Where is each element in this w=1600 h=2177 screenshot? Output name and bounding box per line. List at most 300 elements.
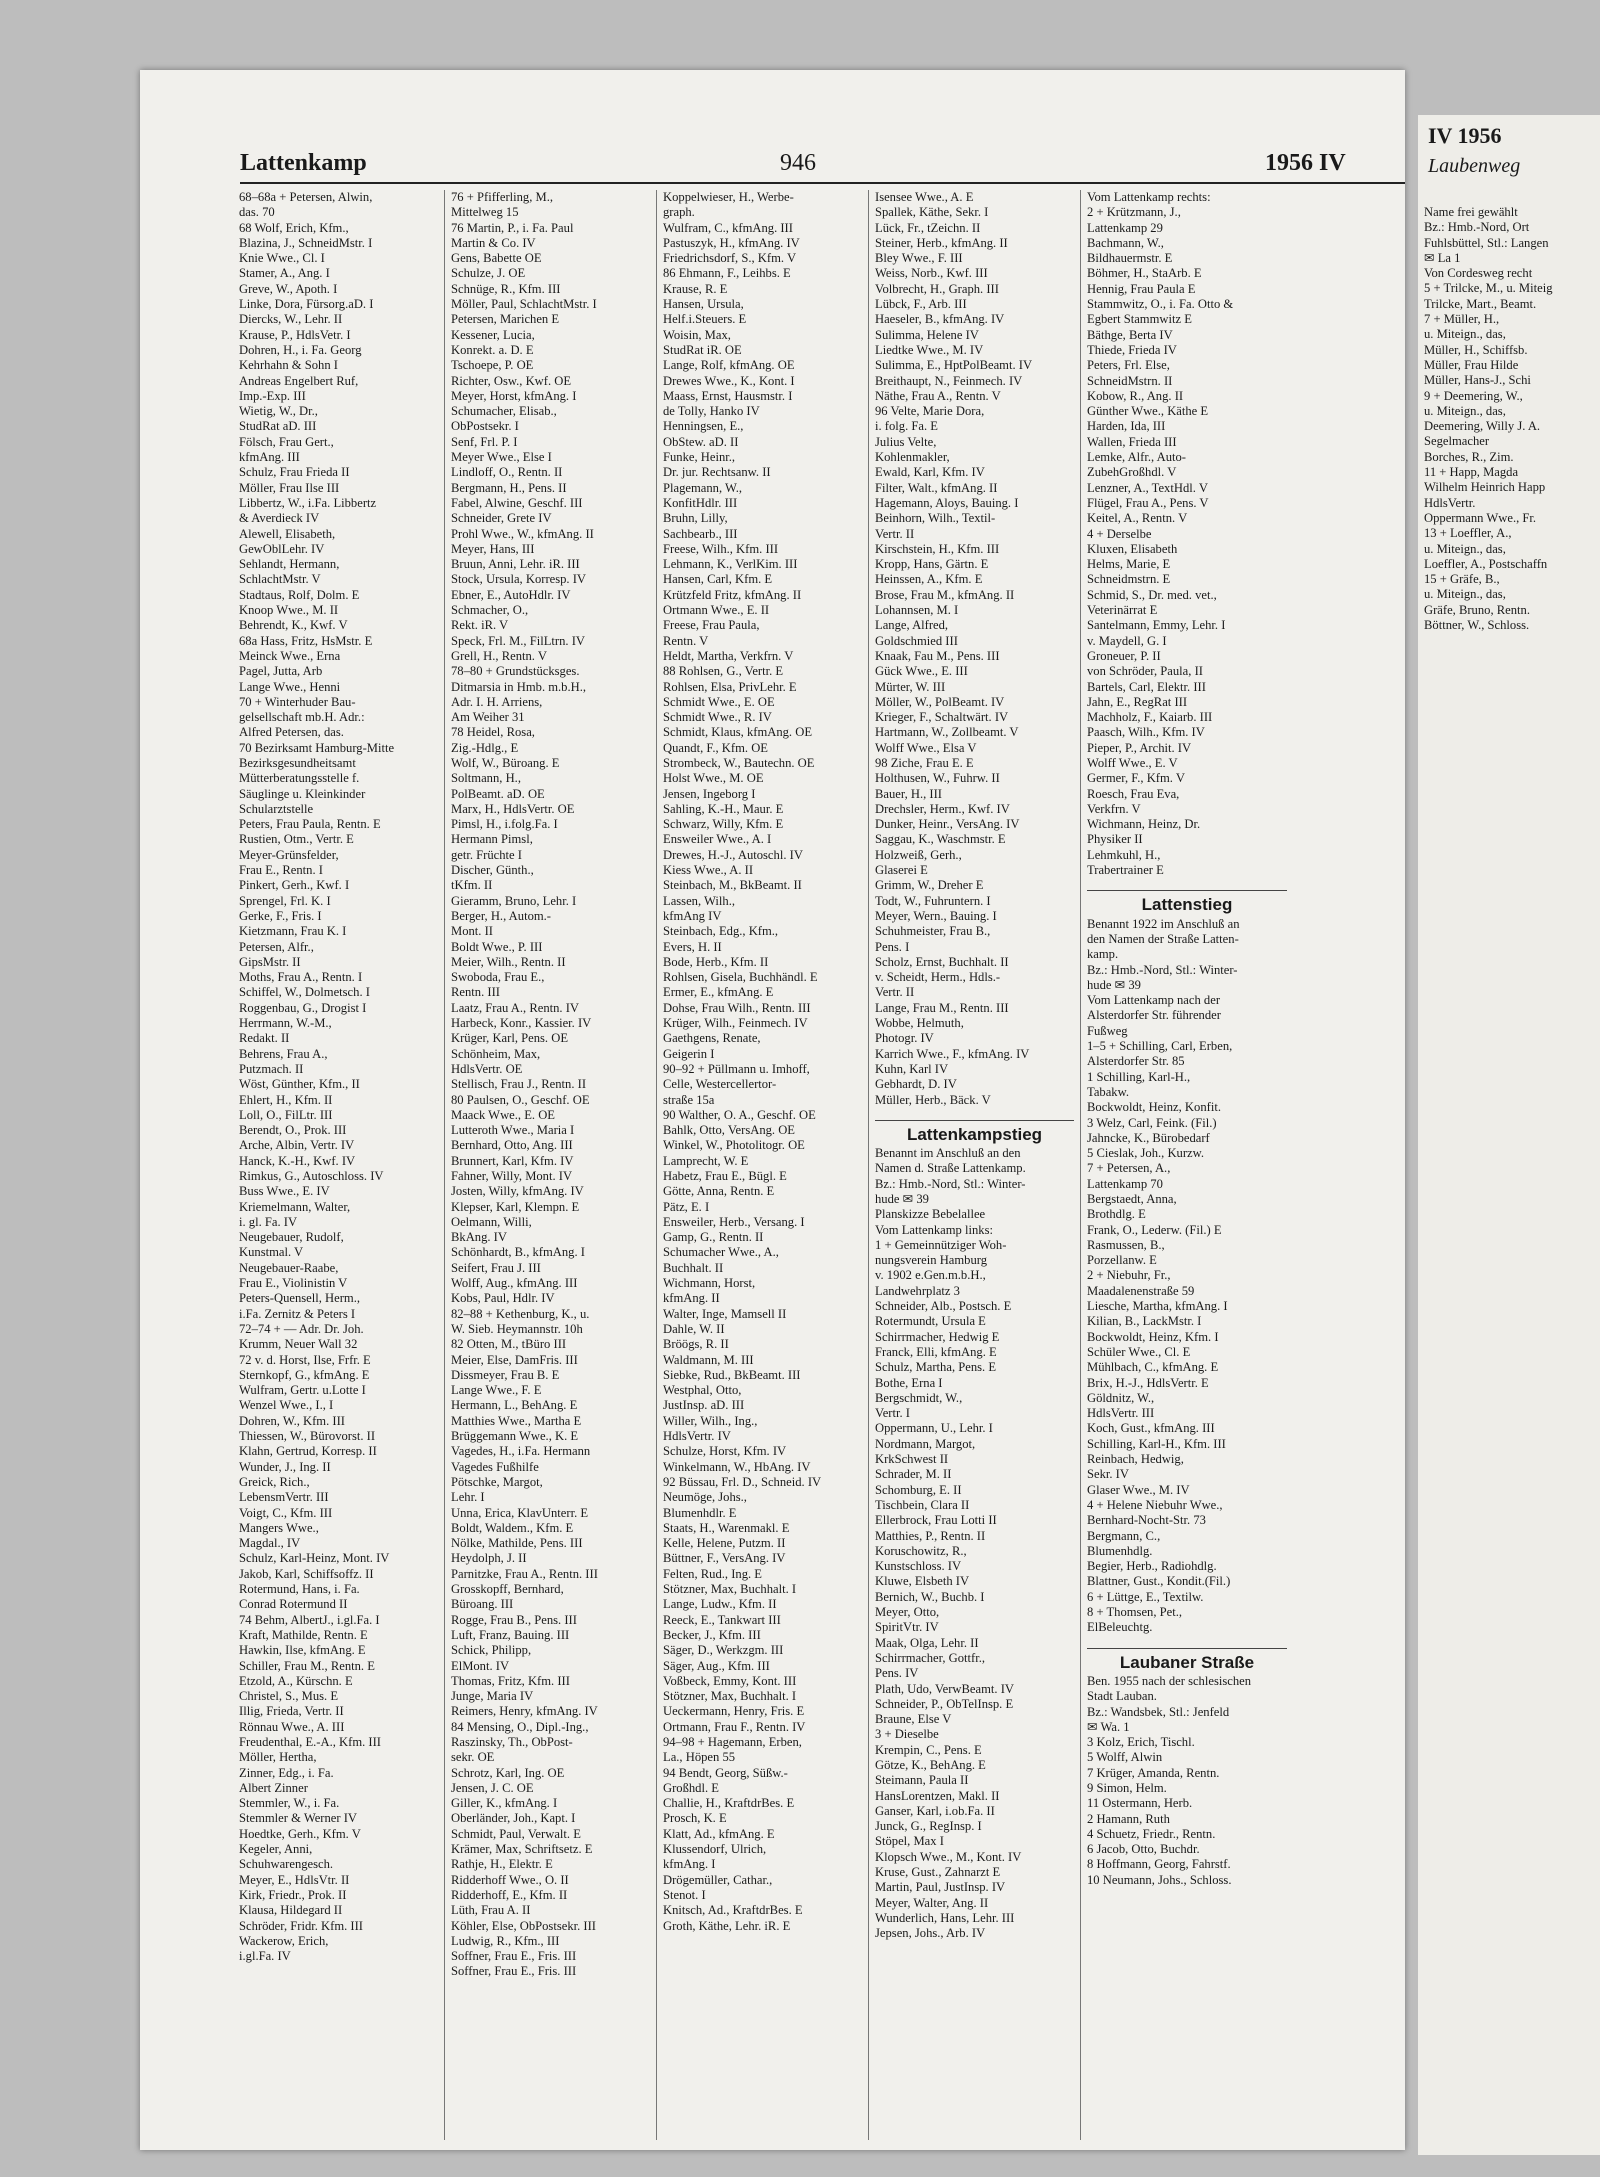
directory-entry: Hanck, K.-H., Kwf. IV [239,1153,356,1168]
directory-entry: GewOblLehr. IV [239,541,325,556]
directory-entry: Kropp, Hans, Gärtn. E [875,557,989,572]
directory-entry: Parnitzke, Frau A., Rentn. III [451,1566,598,1581]
directory-entry: Lange Wwe., F. E [451,1383,542,1398]
directory-entry: graph. [663,205,695,220]
directory-entry: Matthies, P., Rentn. II [875,1528,986,1543]
directory-entry: Lange, Rolf, kfmAng. OE [663,358,795,373]
directory-entry: Krämer, Max, Schriftsetz. E [451,1842,593,1857]
directory-entry: Frau E., Rentn. I [239,863,323,878]
directory-entry: PolBeamt. aD. OE [451,786,545,801]
directory-entry: 11 + Happ, Magda [1424,465,1519,480]
directory-entry: Julius Velte, [875,434,937,449]
directory-entry: ✉ La 1 [1424,250,1461,265]
directory-entry: Kunstschloss. IV [875,1559,962,1574]
directory-entry: Putzmach. II [239,1061,304,1076]
directory-entry: Begier, Herb., Radiohdlg. [1087,1559,1217,1574]
directory-entry: Pinkert, Gerh., Kwf. I [239,878,350,893]
directory-entry: 9 + Deemering, W., [1424,388,1523,403]
directory-entry: Meyer, Horst, kfmAng. I [451,388,577,403]
directory-entry: Kirk, Friedr., Prok. II [239,1887,347,1902]
directory-entry: Keitel, A., Rentn. V [1087,511,1188,526]
directory-entry: Josten, Willy, kfmAng. IV [451,1184,584,1199]
directory-entry: Kunstmal. V [239,1245,304,1260]
directory-entry: Schulz, Frau Frieda II [239,465,350,480]
directory-entry: Namen d. Straße Lattenkamp. [875,1161,1026,1176]
directory-entry: Wilhelm Heinrich Happ [1424,480,1546,495]
section-title-laubaner-strasse: Laubaner Straße [1087,1648,1287,1670]
directory-entry: Kluwe, Elsbeth IV [875,1574,970,1589]
directory-entry: Sahling, K.-H., Maur. E [663,801,784,816]
directory-entry: 6 + Lüttge, E., Textilw. [1087,1589,1204,1604]
directory-entry: Martin, Paul, JustInsp. IV [875,1880,1006,1895]
directory-entry: Kietzmann, Frau K. I [239,924,347,939]
directory-entry: Steinbach, M., BkBeamt. II [663,878,802,893]
directory-entry: Meyer, Wern., Bauing. I [875,908,997,923]
directory-entry: Fußweg [1087,1023,1128,1038]
directory-entry: Trilcke, Mart., Beamt. [1424,296,1537,311]
directory-entry: ObStew. aD. II [663,434,739,449]
directory-entry: Meier, Wilh., Rentn. II [451,954,566,969]
directory-entry: Westphal, Otto, [663,1383,742,1398]
directory-entry: straße 15a [663,1092,715,1107]
directory-entry: Holst Wwe., M. OE [663,771,764,786]
directory-entry: 98 Ziche, Frau E. E [875,755,974,770]
directory-entry: Herrmann, W.-M., [239,1016,332,1031]
directory-entry: Stöpel, Max I [875,1834,944,1849]
directory-entry: Volbrecht, H., Graph. III [875,281,999,296]
directory-entry: Frau E., Violinistin V [239,1276,348,1291]
directory-entry: Machholz, F., Kaiarb. III [1087,710,1213,725]
directory-entry: Discher, Günth., [451,863,534,878]
directory-entry: Ridderhoff, E., Kfm. II [451,1887,568,1902]
directory-entry: Rohlsen, Elsa, PrivLehr. E [663,679,797,694]
directory-entry: Wobbe, Helmuth, [875,1016,964,1031]
directory-entry: Lehr. I [451,1490,485,1505]
directory-entry: Ortmann, Frau F., Rentn. IV [663,1719,806,1734]
directory-entry: Peters-Quensell, Herm., [239,1291,361,1306]
directory-entry: Gens, Babette OE [451,251,542,266]
directory-entry: Wallen, Frieda III [1087,434,1177,449]
directory-entry: Freese, Frau Paula, [663,618,760,633]
directory-entry: Behrendt, K., Kwf. V [239,618,348,633]
directory-entry: das. 70 [239,205,275,220]
directory-entry: Schumacher, Elisab., [451,404,557,419]
directory-entry: Krüger, Karl, Pens. OE [451,1031,569,1046]
directory-entry: Redakt. II [239,1031,290,1046]
directory-entry: StudRat aD. III [239,419,317,434]
directory-entry: Gräfe, Bruno, Rentn. [1424,602,1530,617]
directory-entry: Bz.: Hmb.-Nord, Stl.: Winter- [875,1176,1026,1191]
directory-entry: Todt, W., Fuhruntern. I [875,893,991,908]
directory-entry: La., Höpen 55 [663,1750,736,1765]
directory-entry: Gaethgens, Renate, [663,1031,761,1046]
directory-entry: Kiess Wwe., A. II [663,863,754,878]
directory-entry: Lüth, Frau A. II [451,1903,531,1918]
directory-entry: Schick, Philipp, [451,1643,532,1658]
directory-entry: Knitsch, Ad., KraftdrBes. E [663,1903,803,1918]
directory-entry: Lenzner, A., TextHdl. V [1087,480,1208,495]
directory-entry: Petersen, Alfr., [239,939,314,954]
directory-entry: Pens. IV [875,1666,919,1681]
directory-entry: Müller, Frau Hilde [1424,357,1519,372]
directory-entry: Sulimma, E., HptPolBeamt. IV [875,358,1033,373]
directory-entry: 3 + Dieselbe [875,1727,939,1742]
column-1 [233,190,445,2140]
directory-entry: Peters, Frl. Else, [1087,358,1170,373]
directory-entry: 94 Bendt, Georg, Süßw.- [663,1765,788,1780]
directory-entry: Meyer, E., HdlsVtr. II [239,1872,350,1887]
directory-entry: Schularztstelle [239,801,314,816]
directory-entry: Bernich, W., Buchb. I [875,1589,985,1604]
directory-entry: Vom Lattenkamp nach der [1087,993,1221,1008]
directory-entry: Pastuszyk, H., kfmAng. IV [663,235,800,250]
directory-entry: Jensen, Ingeborg I [663,786,756,801]
directory-entry: 92 Büssau, Frl. D., Schneid. IV [663,1474,822,1489]
directory-entry: Müller, Herb., Bäck. V [875,1092,991,1107]
directory-entry: ✉ Wa. 1 [1087,1719,1130,1734]
directory-entry: 78–80 + Grundstücksges. [451,664,580,679]
directory-entry: Hermann Pimsl, [451,832,533,847]
directory-entry: Ewald, Karl, Kfm. IV [875,465,985,480]
directory-entry: 68–68a + Petersen, Alwin, [239,190,373,204]
year-volume: 1956 IV [1265,150,1346,176]
directory-entry: Glaserei E [875,863,928,878]
directory-entry: Sachbearb., III [663,526,738,541]
directory-entry: Bruhn, Lilly, [663,511,728,526]
facing-section-title: Laubenweg [1428,155,1521,177]
directory-entry: Möller, Paul, SchlachtMstr. I [451,297,597,312]
directory-entry: Dohse, Frau Wilh., Rentn. III [663,1000,811,1015]
directory-entry: SchlachtMstr. V [239,572,321,587]
directory-entry: Gebhardt, D. IV [875,1077,957,1092]
directory-entry: Giller, K., kfmAng. I [451,1796,558,1811]
directory-entry: Isensee Wwe., A. E [875,190,974,204]
directory-entry: Göldnitz, W., [1087,1390,1155,1405]
directory-entry: Rönnau Wwe., A. III [239,1719,345,1734]
directory-entry: Ortmann Wwe., E. II [663,603,770,618]
directory-entry: 1–5 + Schilling, Carl, Erben, [1087,1039,1233,1054]
directory-entry: Schneidmstrn. E [1087,572,1171,587]
directory-entry: kfmAng IV [663,908,722,923]
directory-entry: u. Miteign., das, [1424,327,1506,342]
directory-entry: Sprengel, Frl. K. I [239,893,331,908]
directory-entry: u. Miteign., das, [1424,403,1506,418]
directory-entry: Schönhardt, B., kfmAng. I [451,1245,585,1260]
directory-entry: Drewes, H.-J., Autoschl. IV [663,847,803,862]
directory-entry: Schmidt, Paul, Verwalt. E [451,1826,581,1841]
directory-entry: Staats, H., Warenmakl. E [663,1520,790,1535]
directory-entry: Voigt, C., Kfm. III [239,1505,333,1520]
directory-entry: Raszinsky, Th., ObPost- [451,1734,573,1749]
directory-entry: Oppermann Wwe., Fr. [1424,510,1537,525]
directory-entry: Soffner, Frau E., Fris. III [451,1964,577,1979]
directory-entry: Mont. II [451,924,493,939]
directory-entry: Alewell, Elisabeth, [239,526,336,541]
directory-entry: HdlsVertr. IV [663,1429,731,1444]
directory-entry: Junge, Maria IV [451,1689,534,1704]
directory-entry: 68 Wolf, Erich, Kfm., [239,220,349,235]
directory-entry: Boldt, Waldem., Kfm. E [451,1520,574,1535]
directory-entry: Rasmussen, B., [1087,1237,1165,1252]
directory-entry: Büttner, F., VersAng. IV [663,1551,786,1566]
directory-entry: Luft, Franz, Bauing. III [451,1627,570,1642]
directory-entry: Schüler Wwe., Cl. E [1087,1344,1191,1359]
directory-entry: Pimsl, H., i.folg.Fa. I [451,817,558,832]
directory-entry: Hermann, L., BehAng. E [451,1398,578,1413]
directory-entry: tKfm. II [451,878,493,893]
directory-entry: Kehrhahn & Sohn I [239,358,338,373]
directory-entry: Greick, Rich., [239,1474,310,1489]
directory-entry: Hansen, Carl, Kfm. E [663,572,773,587]
directory-entry: 90 Walther, O. A., Geschf. OE [663,1107,816,1122]
directory-entry: Evers, H. II [663,939,722,954]
directory-entry: hude ✉ 39 [875,1192,929,1206]
directory-entry: Imp.-Exp. III [239,388,306,403]
directory-entry: Steimann, Paula II [875,1773,969,1788]
directory-entry: 4 Schuetz, Friedr., Rentn. [1087,1826,1216,1841]
directory-entry: 5 Cieslak, Joh., Kurzw. [1087,1146,1205,1161]
directory-entry: Kilian, B., LackMstr. I [1087,1314,1202,1329]
directory-entry: 90–92 + Püllmann u. Imhoff, [663,1061,810,1076]
directory-entry: 4 + Helene Niebuhr Wwe., [1087,1497,1223,1512]
directory-entry: Jahncke, K., Bürobedarf [1087,1130,1210,1145]
directory-entry: Blumenhdlg. [1087,1543,1153,1558]
directory-entry: Libbertz, W., i.Fa. Libbertz [239,495,377,510]
directory-entry: kfmAng. I [663,1857,716,1872]
directory-entry: Winkel, W., Photolitogr. OE [663,1138,805,1153]
directory-entry: Marx, H., HdlsVertr. OE [451,801,575,816]
directory-entry: SchneidMstrn. II [1087,373,1173,388]
directory-entry: Schulz, Karl-Heinz, Mont. IV [239,1551,390,1566]
directory-entry: Prosch, K. E [663,1811,727,1826]
directory-entry: Bachmann, W., [1087,235,1164,250]
directory-entry: Maass, Ernst, Hausmstr. I [663,388,793,403]
directory-entry: Kessener, Lucia, [451,327,535,342]
directory-entry: Stötzner, Max, Buchhalt. I [663,1689,797,1704]
directory-entry: Bergmann, C., [1087,1528,1161,1543]
directory-entry: Oberländer, Joh., Kapt. I [451,1811,576,1826]
directory-entry: Brix, H.-J., HdlsVertr. E [1087,1375,1209,1390]
directory-entry: Maak, Olga, Lehr. II [875,1635,979,1650]
directory-entry: Freudenthal, E.-A., Kfm. III [239,1734,381,1749]
directory-entry: Lehmann, K., VerlKim. III [663,557,798,572]
directory-entry: Schirrmacher, Gottfr., [875,1650,986,1665]
directory-entry: Verkfrn. V [1087,801,1141,816]
directory-entry: Plath, Udo, VerwBeamt. IV [875,1681,1014,1696]
directory-entry: Pagel, Jutta, Arb [239,664,323,679]
directory-entry: Rentn. III [451,985,500,1000]
directory-entry: Schneider, P., ObTelInsp. E [875,1696,1014,1711]
directory-entry: Lattenkamp 70 [1087,1176,1163,1191]
directory-entry: Dohren, H., i. Fa. Georg [239,342,362,357]
directory-entry: Ensweiler Wwe., A. I [663,832,772,847]
directory-entry: Bezirksgesundheitsamt [239,755,356,770]
directory-entry: Krumm, Neuer Wall 32 [239,1337,358,1352]
directory-entry: Knaak, Fau M., Pens. III [875,648,1000,663]
directory-entry: Wolff Wwe., Elsa V [875,740,977,755]
directory-entry: Bröögs, R. II [663,1337,729,1352]
directory-entry: Am Weiher 31 [451,710,525,725]
directory-entry: Fölsch, Frau Gert., [239,434,334,449]
directory-entry: Meier, Else, DamFris. III [451,1352,578,1367]
directory-entry: Celle, Westercellertor- [663,1077,777,1092]
directory-entry: Stamer, A., Ang. I [239,266,330,281]
directory-entry: Kegeler, Anni, [239,1842,313,1857]
directory-entry: Säuglinge u. Kleinkinder [239,786,366,801]
directory-entry: Kobow, R., Ang. II [1087,388,1184,403]
directory-entry: Borches, R., Zim. [1424,449,1514,464]
directory-entry: Pieper, P., Archit. IV [1087,740,1192,755]
directory-entry: Heinssen, A., Kfm. E [875,572,983,587]
directory-entry: Helms, Marie, E [1087,557,1171,572]
facing-column [1424,205,1600,633]
directory-entry: Veterinärrat E [1087,603,1158,618]
directory-entry: Spallek, Käthe, Sekr. I [875,205,989,220]
directory-entry: JustInsp. aD. III [663,1398,745,1413]
directory-entry: Knoop Wwe., M. II [239,603,339,618]
directory-entry: Andreas Engelbert Ruf, [239,373,359,388]
directory-entry: getr. Früchte I [451,847,522,862]
directory-entry: Lemke, Alfr., Auto- [1087,450,1186,465]
directory-entry: 84 Mensing, O., Dipl.-Ing., [451,1719,589,1734]
directory-entry: Kelle, Helene, Putzm. II [663,1536,786,1551]
directory-entry: von Schröder, Paula, II [1087,664,1203,679]
directory-entry: 1 + Gemeinnütziger Woh- [875,1237,1007,1252]
directory-entry: Egbert Stammwitz E [1087,312,1192,327]
directory-entry: GipsMstr. II [239,954,301,969]
directory-entry: Hansen, Ursula, [663,297,744,312]
directory-entry: Köhler, Else, ObPostsekr. III [451,1918,596,1933]
directory-entry: 7 + Petersen, A., [1087,1161,1171,1176]
directory-entry: Krempin, C., Pens. E [875,1742,982,1757]
directory-entry: u. Miteign., das, [1424,587,1506,602]
directory-entry: Schmid, S., Dr. med. vet., [1087,587,1217,602]
directory-entry: 68a Hass, Fritz, HsMstr. E [239,633,373,648]
directory-entry: Ermer, E., kfmAng. E [663,985,774,1000]
directory-entry: 11 Ostermann, Herb. [1087,1796,1193,1811]
directory-entry: i. folg. Fa. E [875,419,938,434]
directory-entry: Wenzel Wwe., I., I [239,1398,334,1413]
directory-entry: den Namen der Straße Latten- [1087,931,1239,946]
directory-entry: Meyer, Walter, Ang. II [875,1895,989,1910]
section-title-lattenstieg: Lattenstieg [1087,890,1287,912]
directory-entry: Bockwoldt, Heinz, Kfm. I [1087,1329,1219,1344]
directory-entry: Möller, W., PolBeamt. IV [875,694,1005,709]
directory-entry: Tabakw. [1087,1084,1130,1099]
directory-entry: 76 + Pfifferling, M., [451,190,554,204]
directory-entry: SpiritVtr. IV [875,1620,939,1635]
directory-entry: 82–88 + Kethenburg, K., u. [451,1306,590,1321]
directory-entry: Krause, P., HdlsVetr. I [239,327,351,342]
directory-entry: Nölke, Mathilde, Pens. III [451,1536,583,1551]
directory-entry: KonfitHdlr. III [663,495,738,510]
directory-entry: Bildhauermstr. E [1087,251,1173,266]
directory-entry: Steiner, Herb., kfmAng. II [875,235,1008,250]
directory-entry: Hawkin, Ilse, kfmAng. E [239,1643,366,1658]
directory-entry: Großhdl. E [663,1780,719,1795]
directory-entry: Franck, Elli, kfmAng. E [875,1344,997,1359]
directory-entry: Schulze, J. OE [451,266,526,281]
directory-entry: Harden, Ida, III [1087,419,1166,434]
directory-entry: Kruse, Gust., Zahnarzt E [875,1865,1001,1880]
directory-entry: Strombeck, W., Bautechn. OE [663,755,815,770]
directory-entry: Schneider, Alb., Postsch. E [875,1299,1012,1314]
directory-entry: Benannt 1922 im Anschluß an [1087,916,1240,931]
directory-entry: Wunderlich, Hans, Lehr. III [875,1910,1015,1925]
directory-entry: Greve, W., Apoth. I [239,281,338,296]
directory-entry: Schönheim, Max, [451,1046,541,1061]
directory-entry: Dahle, W. II [663,1321,725,1336]
directory-entry: 72–74 + — Adr. Dr. Joh. [239,1321,364,1336]
directory-entry: Loll, O., FilLtr. III [239,1107,333,1122]
directory-entry: Vagedes, H., i.Fa. Hermann [451,1444,591,1459]
directory-entry: Karrich Wwe., F., kfmAng. IV [875,1046,1030,1061]
directory-entry: Loeffler, A., Postschaffn [1424,556,1548,571]
directory-entry: Blattner, Gust., Kondit.(Fil.) [1087,1574,1231,1589]
directory-entry: Woisin, Max, [663,327,731,342]
directory-entry: Wichmann, Heinz, Dr. [1087,817,1201,832]
directory-entry: Oppermann, U., Lehr. I [875,1421,993,1436]
directory-entry: Stemmler & Werner IV [239,1811,358,1826]
directory-entry: Neumöge, Johs., [663,1490,747,1505]
directory-entry: Lattenkamp 29 [1087,220,1163,235]
directory-entry: Etzold, A., Kürschn. E [239,1673,353,1688]
directory-entry: 5 + Trilcke, M., u. Miteig [1424,281,1553,296]
directory-entry: v. Scheidt, Herm., Hdls.- [875,970,1001,985]
directory-entry: Thomas, Fritz, Kfm. III [451,1673,570,1688]
directory-entry: & Averdieck IV [239,511,320,526]
directory-entry: Schmidt, Klaus, kfmAng. OE [663,725,813,740]
directory-entry: Stenot. I [663,1887,706,1902]
directory-entry: 2 Hamann, Ruth [1087,1811,1170,1826]
directory-entry: Bz.: Hmb.-Nord, Stl.: Winter- [1087,962,1238,977]
directory-entry: Bergschmidt, W., [875,1390,963,1405]
directory-entry: LebensmVertr. III [239,1490,329,1505]
directory-entry: Klussendorf, Ulrich, [663,1842,767,1857]
directory-entry: v. Maydell, G. I [1087,633,1167,648]
directory-entry: Wulfram, Gertr. u.Lotte I [239,1383,366,1398]
directory-entry: HdlsVertr. [1424,495,1476,510]
directory-entry: Lindloff, O., Rentn. II [451,465,563,480]
directory-entry: Bernhard-Nocht-Str. 73 [1087,1513,1206,1528]
directory-entry: Santelmann, Emmy, Lehr. I [1087,618,1226,633]
directory-entry: 86 Ehmann, F., Leihbs. E [663,266,791,281]
directory-entry: Prohl Wwe., W., kfmAng. II [451,526,594,541]
directory-entry: Klopsch Wwe., M., Kont. IV [875,1849,1022,1864]
directory-entry: Goldschmied III [875,633,958,648]
directory-entry: Planskizze Bebelallee [875,1207,986,1222]
directory-entry: Wolff Wwe., E. V [1087,755,1178,770]
directory-entry: Ehlert, H., Kfm. II [239,1092,333,1107]
directory-entry: Winkelmann, W., HbAng. IV [663,1459,811,1474]
directory-entry: Koruschowitz, R., [875,1543,967,1558]
directory-entry: ElBeleuchtg. [1087,1620,1153,1635]
directory-entry: Wöst, Günther, Kfm., II [239,1077,360,1092]
directory-entry: Grosskopff, Bernhard, [451,1582,564,1597]
directory-entry: Soltmann, H., [451,771,521,786]
directory-entry: Schröder, Fridr. Kfm. III [239,1918,364,1933]
directory-entry: Henningsen, E., [663,419,744,434]
directory-entry: Lassen, Wilh., [663,893,736,908]
directory-entry: Saggau, K., Waschmstr. E [875,832,1006,847]
directory-entry: Boldt Wwe., P. III [451,939,543,954]
directory-entry: Krause, R. E [663,281,728,296]
directory-entry: Albert Zinner [239,1780,308,1795]
directory-entry: Thiede, Frieda IV [1087,342,1177,357]
directory-entry: Zig.-Hdlg., E [451,740,519,755]
directory-entry: Drewes Wwe., K., Kont. I [663,373,795,388]
directory-entry: Dr. jur. Rechtsanw. II [663,465,771,480]
